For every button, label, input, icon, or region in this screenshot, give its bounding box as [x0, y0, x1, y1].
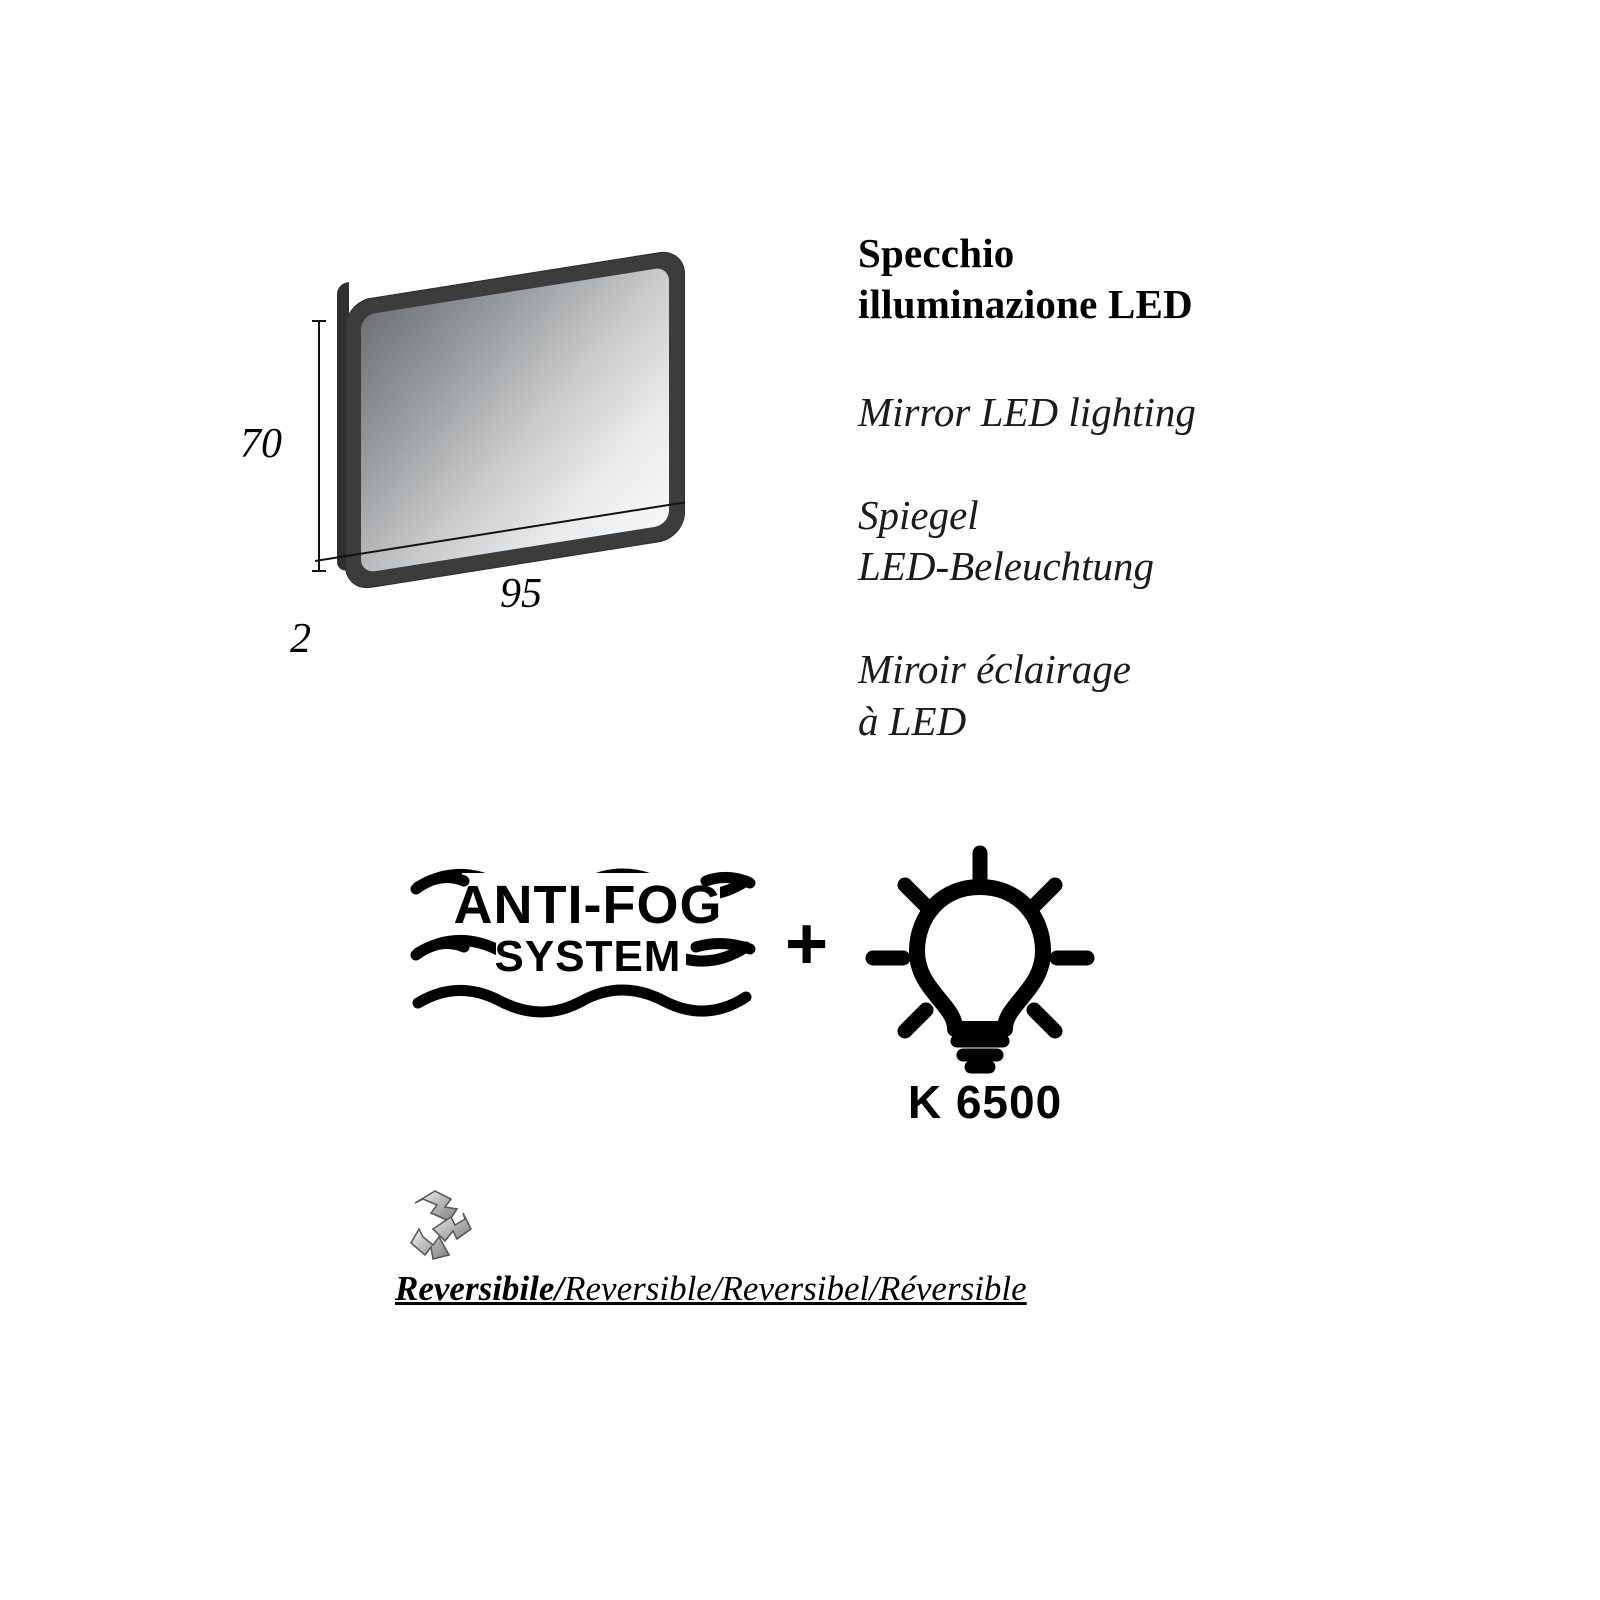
height-dimension-tick-bottom: [312, 570, 326, 572]
reversible-block: [395, 1185, 1095, 1309]
svg-text:ANTI-FOG: ANTI-FOG: [453, 875, 723, 935]
product-title-french-line2: à LED: [858, 697, 967, 744]
light-bulb-icon: [865, 845, 1095, 1075]
product-title-german-line2: LED-Beleuchtung: [858, 543, 1155, 589]
product-title-italian-line1: Specchio: [858, 230, 1015, 276]
width-dimension-label: 95: [500, 571, 542, 617]
reversible-label: [395, 1269, 1095, 1309]
height-dimension-line: [318, 320, 320, 572]
product-title-italian-line2: illuminazione LED: [858, 281, 1193, 328]
plus-symbol: +: [785, 902, 829, 985]
product-title-block: [858, 228, 1478, 747]
product-title-french-line1: Miroir éclairage: [858, 646, 1131, 693]
depth-dimension-label: 2: [290, 616, 311, 662]
anti-fog-system-icon: [410, 855, 760, 1030]
reversible-label-bold: Reversibile/: [395, 1269, 565, 1308]
svg-text:SYSTEM: SYSTEM: [494, 932, 682, 981]
reversible-label-rest: Reversible/Reversibel/Réversible: [564, 1269, 1027, 1308]
product-title-german-line1: Spiegel: [858, 491, 979, 538]
feature-badges: [410, 845, 1130, 1145]
height-dimension-tick-top: [312, 320, 326, 322]
mirror-front-frame: [345, 248, 685, 592]
led-mirror-technical-drawing: [230, 230, 750, 670]
height-dimension-label: 70: [240, 421, 282, 467]
recycle-reversible-icon: [405, 1185, 477, 1265]
color-temperature-label: K 6500: [907, 1076, 1063, 1128]
product-title-english: Mirror LED lighting: [858, 388, 1196, 435]
